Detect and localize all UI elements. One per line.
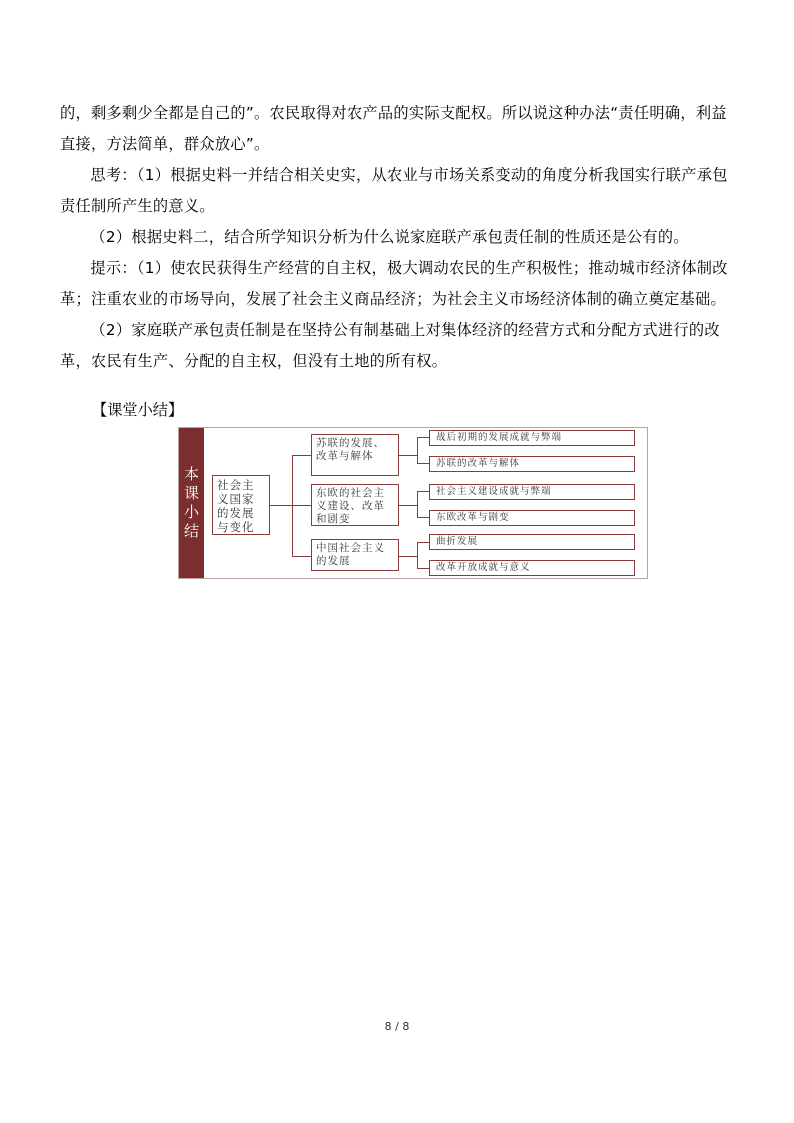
- connector: [292, 505, 311, 506]
- connector: [417, 568, 429, 569]
- root-node: 社会主义国家的发展与变化: [212, 475, 270, 535]
- connector: [292, 556, 311, 557]
- leaf-node: 曲折发展: [429, 534, 635, 550]
- leaf-node: 苏联的改革与解体: [429, 456, 635, 472]
- banner-char: 小: [183, 503, 199, 521]
- leaf-node: 社会主义建设成就与弊端: [429, 484, 635, 500]
- connector: [399, 455, 417, 456]
- paragraph-think-2: （2）根据史料二，结合所学知识分析为什么说家庭联产承包责任制的性质还是公有的。: [90, 228, 689, 246]
- paragraph-hint-2: （2）家庭联产承包责任制是在坚持公有制基础上对集体经济的经营方式和分配方式进行的改革，农民有生产、分配的自主权，但没有土地的所有权。: [60, 321, 720, 370]
- branch-node-eastern-europe: 东欧的社会主义建设、改革和剧变: [311, 484, 399, 526]
- connector: [417, 463, 429, 464]
- body-text: [60, 98, 740, 377]
- connector: [417, 491, 418, 517]
- paragraph-1: 的，剩多剩少全都是自己的”。农民取得对农产品的实际支配权。所以说这种办法“责任明确，利益直接，方法简单，群众放心”。: [60, 104, 727, 153]
- paragraph-think-1: 思考：（1）根据史料一并结合相关史实，从农业与市场关系变动的角度分析我国实行联产承包责任制所产生的意义。: [60, 166, 728, 215]
- paragraph-hint-1: 提示：（1）使农民获得生产经营的自主权，极大调动农民的生产积极性；推动城市经济体制改革；注重农业的市场导向，发展了社会主义商品经济；为社会主义市场经济体制的确立奠定基础。: [60, 259, 728, 308]
- summary-heading: 【课堂小结】: [92, 401, 184, 419]
- banner-char: 课: [183, 484, 199, 502]
- connector: [292, 455, 311, 456]
- connector: [417, 437, 418, 463]
- connector: [417, 437, 429, 438]
- connector: [270, 505, 292, 506]
- branch-node-china: 中国社会主义的发展: [311, 539, 399, 571]
- banner-char: 结: [183, 522, 199, 540]
- page-number: 8 / 8: [384, 1020, 410, 1033]
- branch-node-soviet: 苏联的发展、改革与解体: [311, 434, 399, 476]
- connector: [417, 491, 429, 492]
- leaf-node: 改革开放成就与意义: [429, 560, 635, 576]
- connector: [417, 542, 429, 543]
- connector: [417, 542, 418, 568]
- connector: [399, 556, 417, 557]
- leaf-node: 东欧改革与剧变: [429, 510, 635, 526]
- banner-char: 本: [183, 465, 199, 483]
- connector: [399, 505, 417, 506]
- connector: [417, 517, 429, 518]
- lesson-summary-diagram: [178, 427, 648, 579]
- leaf-node: 战后初期的发展成就与弊端: [429, 430, 635, 446]
- diagram-banner: [179, 428, 204, 578]
